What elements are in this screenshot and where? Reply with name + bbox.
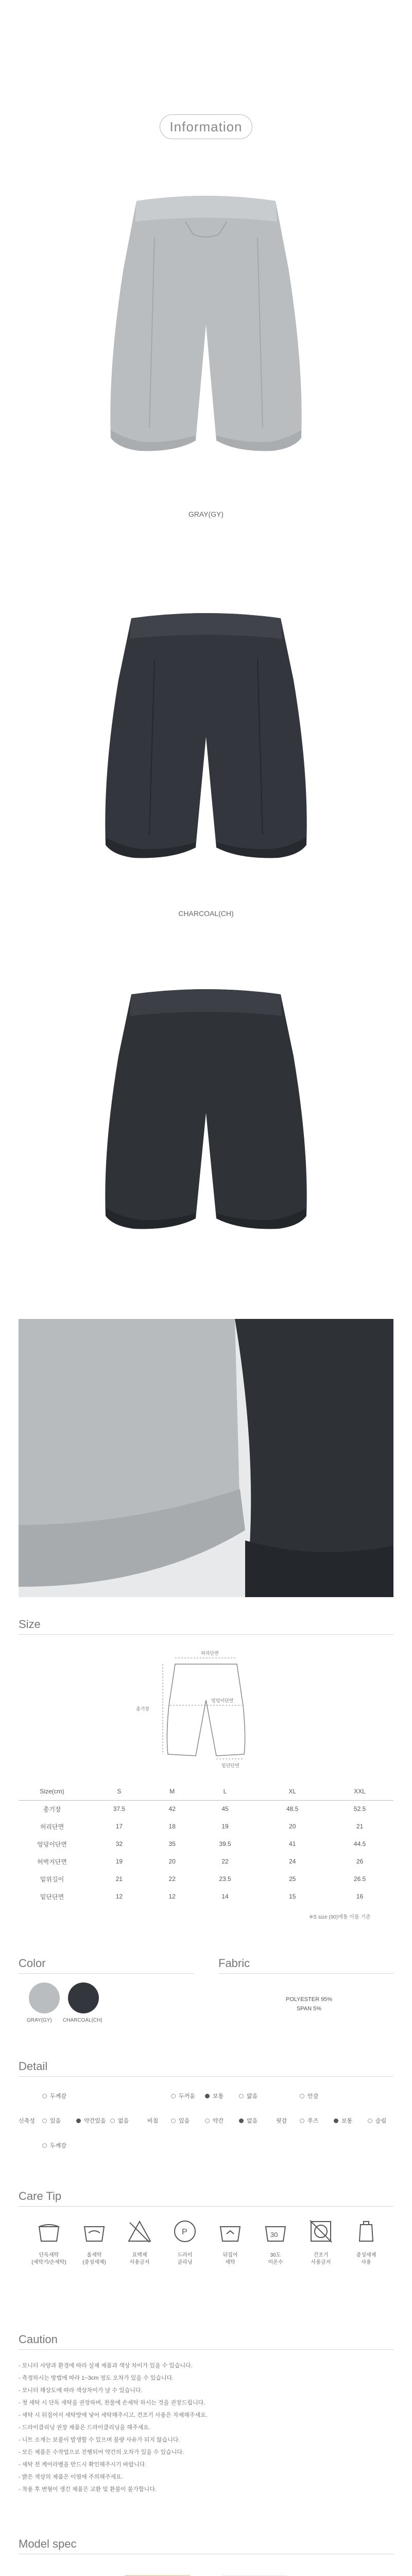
detail-radio-icon [171,2119,176,2123]
care-item [303,2217,339,2266]
detail-rule [19,2076,393,2077]
detail-option [205,2116,224,2125]
detail-option-text: 있음 [179,2118,190,2124]
caution-line: - 니트 소재는 보풀이 발생할 수 있으며 불량 사유가 되지 않습니다. [19,2437,180,2443]
size-cell: 23.5 [219,1875,231,1883]
detail-option-text: 두께감 [50,2093,66,2099]
caution-line: - 모니터 해상도에 따라 색상차이가 날 수 있습니다. [19,2387,143,2394]
detail-option [205,2092,224,2100]
fabric-line-2: SPAN 5% [296,2006,322,2012]
svg-text:P: P [182,2228,187,2236]
care-label: 울세탁 [87,2252,102,2258]
size-cell: 35 [168,1840,176,1848]
caution-line: - 측정하시는 방법에 따라 1~3cm 정도 오차가 있을 수 있습니다. [19,2375,174,2381]
detail-closeup-image [19,1319,393,1597]
caution-line: - 착용 후 변형이 생긴 제품은 교환 및 환불이 불가합니다. [19,2486,157,2493]
care-label: 클리닝 [177,2260,193,2265]
detail-option [171,2092,195,2100]
size-cell: 20 [168,1858,176,1865]
detail-radio-icon [76,2119,81,2123]
detail-radio-icon [42,2119,47,2123]
detail-option-text: 두꺼움 [179,2093,195,2099]
size-row-label: 허리단면 [40,1823,64,1831]
no-dryer-icon [307,2217,335,2245]
detail-row [19,2134,393,2157]
size-table [19,1783,393,1905]
care-label: 사용금지 [311,2260,331,2265]
water-30-icon [262,2217,289,2245]
detail-option-text: 약간있음 [84,2118,106,2124]
size-cell: 32 [115,1840,123,1848]
care-label: 중성세제 [356,2252,376,2258]
size-cell: 22 [168,1875,176,1883]
detail-label: 비침 [147,2118,159,2124]
size-row-label: 허벅지단면 [37,1858,67,1866]
care-item [212,2217,248,2266]
size-col-header: XXL [326,1783,393,1800]
caution-rule [19,2349,393,2350]
care-label: 드라이 [177,2252,193,2258]
size-cell: 26.5 [353,1875,366,1883]
detail-option-text: 약간 [213,2118,224,2124]
caution-line: - 드라이클리닝 권장 제품은 드라이클리닝을 해주세요. [19,2425,150,2431]
care-label: 단독세탁 [39,2252,59,2258]
detail-option [42,2141,66,2149]
size-col-header: M [153,1783,192,1800]
detail-radio-icon [42,2143,47,2148]
care-label: 사용 [361,2260,371,2265]
detail-radio-icon [300,2119,304,2123]
information-title: Information [160,114,252,139]
detail-radio-icon [239,2094,244,2098]
detail-option-text: 있음 [50,2118,61,2124]
charcoal-swatch [68,1982,99,2013]
detail-radio-icon [368,2119,372,2123]
size-cell: 25 [289,1875,296,1883]
charcoal-swatch-label: CHARCOAL(CH) [63,2018,102,2023]
care-item [122,2217,158,2266]
gray-swatch [29,1982,60,2013]
care-label: 표백제 [132,2252,147,2258]
size-row-label: 밑위길이 [40,1875,64,1883]
fabric-composition [278,1995,340,2013]
size-row-label: 엉덩이단면 [37,1840,67,1848]
gray-caption: GRAY(GY) [188,510,224,518]
care-item [167,2217,203,2266]
care-item [76,2217,112,2266]
fabric-rule [218,1973,393,1974]
detail-option-text: 얇음 [247,2093,258,2099]
care-label: 30도 [270,2252,281,2258]
detail-option [42,2092,66,2100]
diagram-length-label: 총기장 [136,1706,150,1711]
size-cell: 19 [115,1858,123,1865]
detail-option-text: 없음 [247,2118,258,2124]
svg-text:30: 30 [270,2231,278,2239]
size-col-header: L [192,1783,259,1800]
size-cell: 15 [289,1893,296,1900]
caution-line: - 세탁 시 뒤집어서 세탁망에 넣어 세탁해주시고, 건조기 사용은 자제해주세요. [19,2412,208,2418]
size-col-header: S [85,1783,153,1800]
detail-option-text: 없음 [118,2118,129,2124]
size-row-label: 총기장 [43,1805,61,1813]
size-col-header: XL [259,1783,326,1800]
size-cell: 45 [221,1805,229,1813]
diagram-hem-label: 밑단단면 [221,1763,239,1768]
size-rule [19,1634,393,1635]
no-bleach-icon [126,2217,153,2245]
size-cell: 19 [221,1823,229,1830]
size-cell: 48.5 [286,1805,299,1813]
size-row-label: 밑단단면 [40,1893,64,1901]
size-table-header [19,1783,393,1800]
gray-swatch-label: GRAY(GY) [27,2018,52,2023]
detail-radio-icon [171,2094,176,2098]
detail-option-text: 안감 [307,2093,319,2099]
detail-radio-icon [205,2119,210,2123]
size-cell: 41 [289,1840,296,1848]
care-label: 뒤집어 [222,2252,238,2258]
detail-option-text: 슬림 [375,2118,387,2124]
wash-tub-icon [35,2217,63,2245]
size-cell: 14 [221,1893,229,1900]
size-table-row [19,1870,393,1888]
detail-title: Detail [19,2060,48,2073]
size-table-row [19,1888,393,1905]
size-cell: 18 [168,1823,176,1830]
detail-option [368,2116,386,2125]
care-label: 세탁 [225,2260,235,2265]
detergent-icon [352,2217,380,2245]
charcoal-pants-image [0,587,412,907]
caution-text [19,2360,393,2496]
size-table-row [19,1853,393,1870]
fabric-line-1: POLYESTER 95% [285,1996,333,2003]
detail-radio-icon [42,2094,47,2098]
diagram-hip-label: 엉덩이단면 [211,1698,234,1703]
detail-radio-icon [300,2094,304,2098]
charcoal-caption: CHARCOAL(CH) [178,909,234,918]
size-cell: 44.5 [353,1840,366,1848]
size-cell: 39.5 [219,1840,231,1848]
detail-option [334,2116,352,2125]
detail-option-text: 두께감 [50,2143,66,2149]
detail-option [171,2116,190,2125]
inside-out-icon [216,2217,244,2245]
detail-label: 핏감 [276,2118,287,2124]
size-title: Size [19,1618,41,1631]
size-table-row [19,1800,393,1818]
detail-option [42,2116,61,2125]
size-cell: 17 [115,1823,123,1830]
detail-option-text: 보통 [213,2093,224,2099]
care-rule [19,2206,393,2207]
size-table-row [19,1818,393,1835]
size-cell: 37.5 [113,1805,126,1813]
detail-radio-icon [334,2119,338,2123]
size-cell: 21 [356,1823,364,1830]
size-cell: 12 [168,1893,176,1900]
model-title: Model spec [19,2537,77,2550]
size-cell: 16 [356,1893,364,1900]
size-table-row [19,1835,393,1853]
caution-title: Caution [19,2333,58,2346]
detail-option [110,2116,129,2125]
detail-label: 신축성 [19,2118,35,2124]
gray-pants-image [0,170,412,510]
dry-clean-icon [171,2217,199,2245]
size-unit-label: Size(cm) [19,1783,85,1800]
caution-line: - 모든 제품은 수작업으로 진행되어 약간의 오차가 있을 수 있습니다. [19,2449,184,2455]
detail-option [300,2116,318,2125]
care-label: 건조기 [313,2252,329,2258]
size-cell: 20 [289,1823,296,1830]
charcoal-pants-back-image [0,969,412,1278]
care-label: (세탁기/손세탁) [31,2260,66,2265]
detail-option-text: 보통 [341,2118,353,2124]
care-title: Care Tip [19,2190,62,2202]
size-cell: 52.5 [353,1805,366,1813]
detail-radio-icon [239,2119,244,2123]
care-label: 사용금지 [129,2260,150,2265]
caution-line: - 첫 세탁 시 단독 세탁을 권장하며, 찬물에 손세탁 하시는 것을 권장드립니다. [19,2400,205,2406]
detail-radio-icon [205,2094,210,2098]
size-diagram [134,1649,278,1772]
color-title: Color [19,1957,46,1970]
detail-radio-icon [110,2119,115,2123]
size-cell: 24 [289,1858,296,1865]
caution-line: - 밝은 색상의 제품은 이염에 주의해주세요. [19,2474,123,2480]
size-cell: 21 [115,1875,123,1883]
size-cell: 26 [356,1858,364,1865]
size-cell: 42 [168,1805,176,1813]
color-rule [19,1973,194,1974]
care-label: 미온수 [268,2260,283,2265]
size-note: ※S size (90)에통 이름 기준 [309,1914,371,1920]
size-cell: 12 [115,1893,123,1900]
care-item [258,2217,294,2266]
wool-wash-icon [80,2217,108,2245]
diagram-waist-label: 허리단면 [201,1651,219,1656]
detail-option-text: 루즈 [307,2118,319,2124]
fabric-title: Fabric [218,1957,250,1970]
care-item [31,2217,67,2266]
detail-row [19,2109,393,2132]
care-label: (중성세제) [82,2260,106,2265]
detail-option [300,2092,318,2100]
detail-option [76,2116,106,2125]
detail-option [239,2092,258,2100]
detail-row [19,2084,393,2107]
detail-option [239,2116,258,2125]
caution-line: - 모니터 사양과 환경에 따라 실제 제품과 색상 차이가 있을 수 있습니다. [19,2363,193,2369]
size-cell: 22 [221,1858,229,1865]
care-item [348,2217,384,2266]
caution-line: - 세탁 전 케어라벨을 반드시 확인해주시기 바랍니다. [19,2462,147,2468]
